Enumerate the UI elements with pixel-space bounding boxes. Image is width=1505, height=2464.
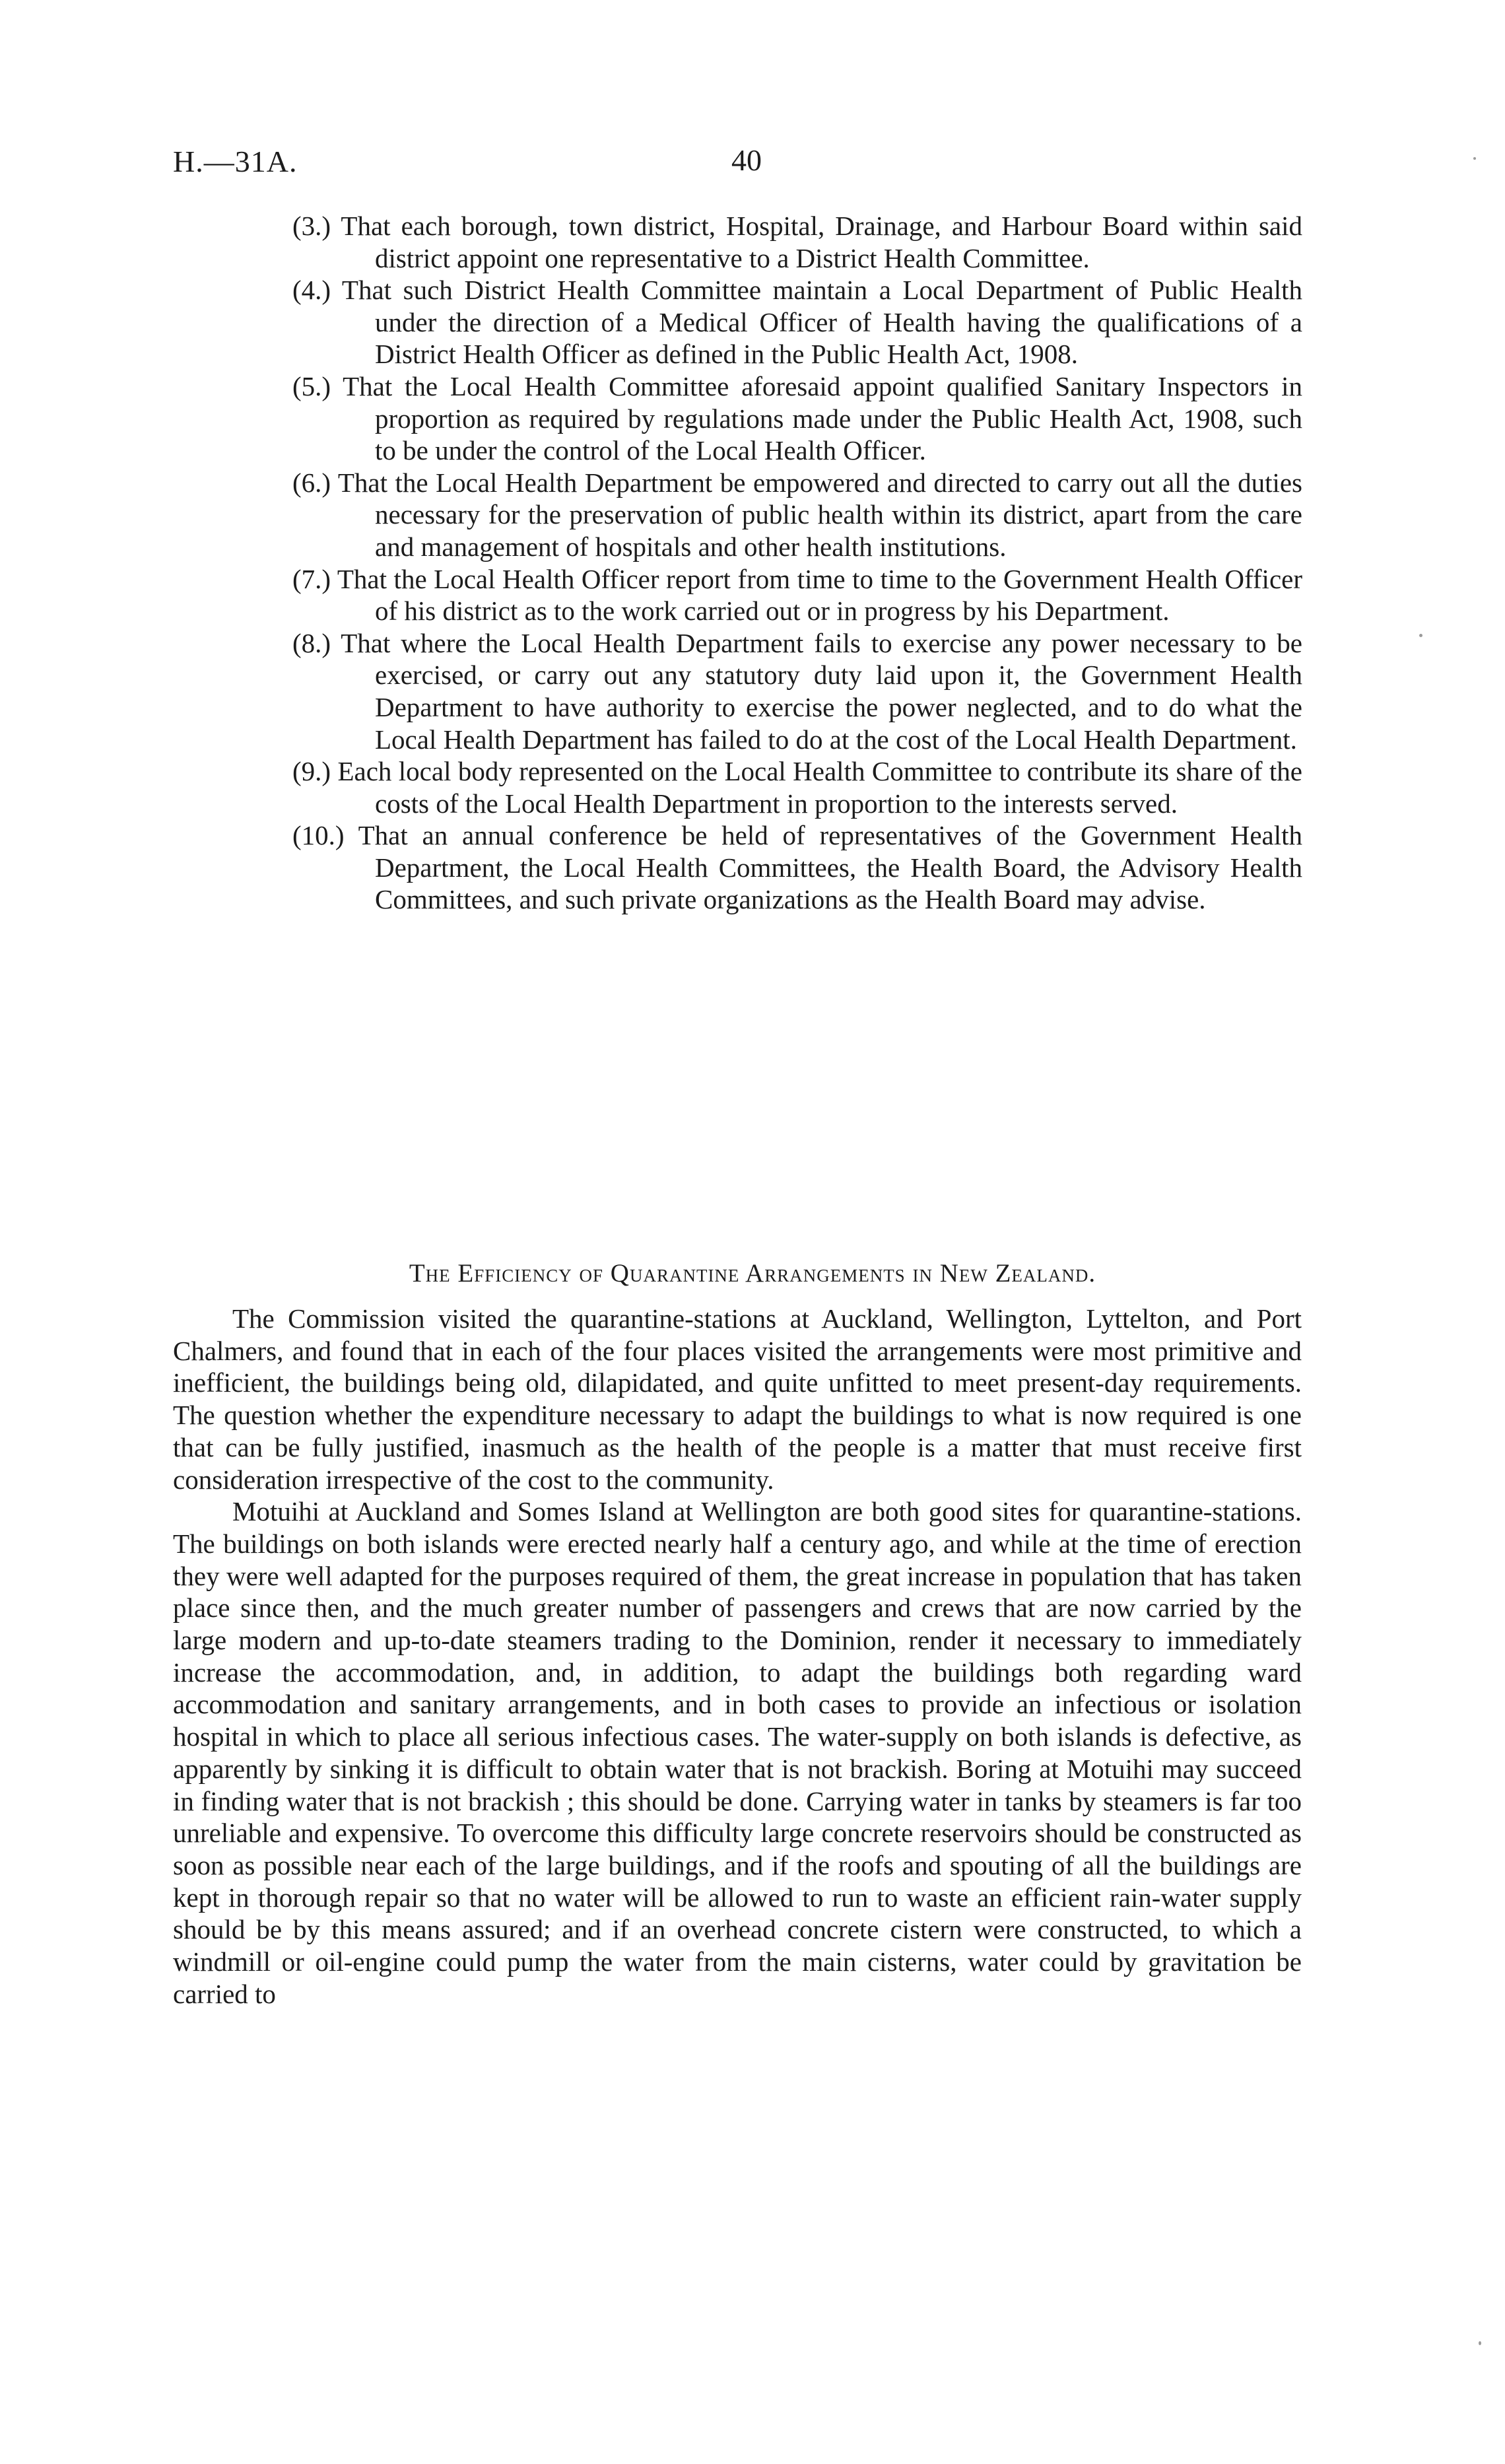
scan-speck [1419,634,1422,637]
resolution-item [292,627,1302,755]
resolution-item [292,210,1302,274]
resolution-text: That each borough, town district, Hospital, Drainage, and Harbour Board within said district appoint one representative to a District Health Committee. [341,211,1302,273]
resolution-item [292,467,1302,563]
resolution-text: That the Local Health Officer report from time to time to the Government Health Officer of his district as to the work carried out or in progress by his Department. [337,563,1302,627]
resolution-text: That such District Health Committee maintain a Local Department of Public Health under the direction of a Medical Officer of Health having the qualifications of a District Health Officer as defined in the Public Health Act, 1908. [341,275,1302,370]
resolution-number: (3.) [292,211,331,241]
resolution-item [292,819,1302,916]
resolution-item [292,274,1302,370]
resolution-text: Each local body represented on the Local Health Committee to contribute its share of the costs of the Local Health Department in proportion to the interests served. [337,756,1302,819]
resolution-text: That the Local Health Department be empowered and directed to carry out all the duties necessary for the preservation of public health within its district, apart from the care and management of hospitals and other health institutions. [337,467,1303,562]
section-heading: The Efficiency of Quarantine Arrangements in New Zealand. [409,1259,1096,1287]
body-paragraph: Motuihi at Auckland and Somes Island at Wellington are both good sites for quarantine-stations. The buildings on both islands were erected nearly half a century ago, and while at the time of erection they were well adapted for the purposes required of them, the great increase in population that has taken place since then, and the much greater number of passengers and crews that are now carried by the large modern and up-to-date steamers trading to the Dominion, render it necessary to immediately increase the accommodation, and, in addition, to adapt the buildings both regarding ward accommodation and sanitary arrangements, and in both cases to provide an infectious or isolation hospital in which to place all serious infectious cases. The water-supply on both islands is defective, as apparently by sinking it is difficult to obtain water that is not brackish. Boring at Motuihi may succeed in finding water that is not brackish ; this should be done. Carrying water in tanks by steamers is far too unreliable and expensive. To overcome this difficulty large concrete reservoirs should be constructed as soon as possible near each of the large buildings, and if the roofs and spouting of all the buildings are kept in thorough repair so that no water will be allowed to run to waste an efficient rain-water supply should be by this means assured; and if an overhead concrete cistern were constructed, to which a windmill or oil-engine could pump the water from the main cisterns, water could by gravitation be carried to [173,1496,1302,2009]
resolution-text: That an annual conference be held of representatives of the Government Health Department, the Local Health Committees, the Health Board, the Advisory Health Committees, and such private organizations as the Health Board may advise. [358,820,1303,915]
resolution-number: (10.) [292,820,345,851]
resolution-number: (9.) [292,756,331,787]
resolution-number: (8.) [292,627,331,658]
resolution-number: (7.) [292,563,331,594]
resolution-text: That the Local Health Committee aforesaid appoint qualified Sanitary Inspectors in proportion as required by regulations made under the Public Health Act, 1908, such to be under the control of the Local Health Officer. [343,370,1302,466]
resolution-text: That where the Local Health Department fails to exercise any power necessary to be exercised, or carry out any statutory duty laid upon it, the Government Health Department to have authority to exercise the power neglected, and to do what the Local Health Department has failed to do at the cost of the Local Health Department. [341,627,1302,755]
section-body [173,1303,1302,2010]
page-number: 40 [731,143,762,177]
resolution-number: (6.) [292,467,331,498]
scan-speck [1473,157,1476,160]
resolution-item [292,370,1302,467]
document-reference: H.—31A. [173,145,298,178]
resolution-item [292,563,1302,627]
scan-speck [1479,2341,1481,2345]
body-paragraph: The Commission visited the quarantine-stations at Auckland, Wellington, Lyttelton, and Port Chalmers, and found that in each of the four places visited the arrangements were most primitive and inefficient, the buildings being old, dilapidated, and quite unfitted to meet present-day requirements. The question whether the expenditure necessary to adapt the buildings to what is now required is one that can be fully justified, inasmuch as the health of the people is a matter that must receive first consideration irrespective of the cost to the community. [173,1303,1302,1495]
resolution-number: (4.) [292,275,331,306]
resolution-number: (5.) [292,370,331,401]
resolution-item [292,755,1302,819]
resolutions-list [292,210,1302,916]
